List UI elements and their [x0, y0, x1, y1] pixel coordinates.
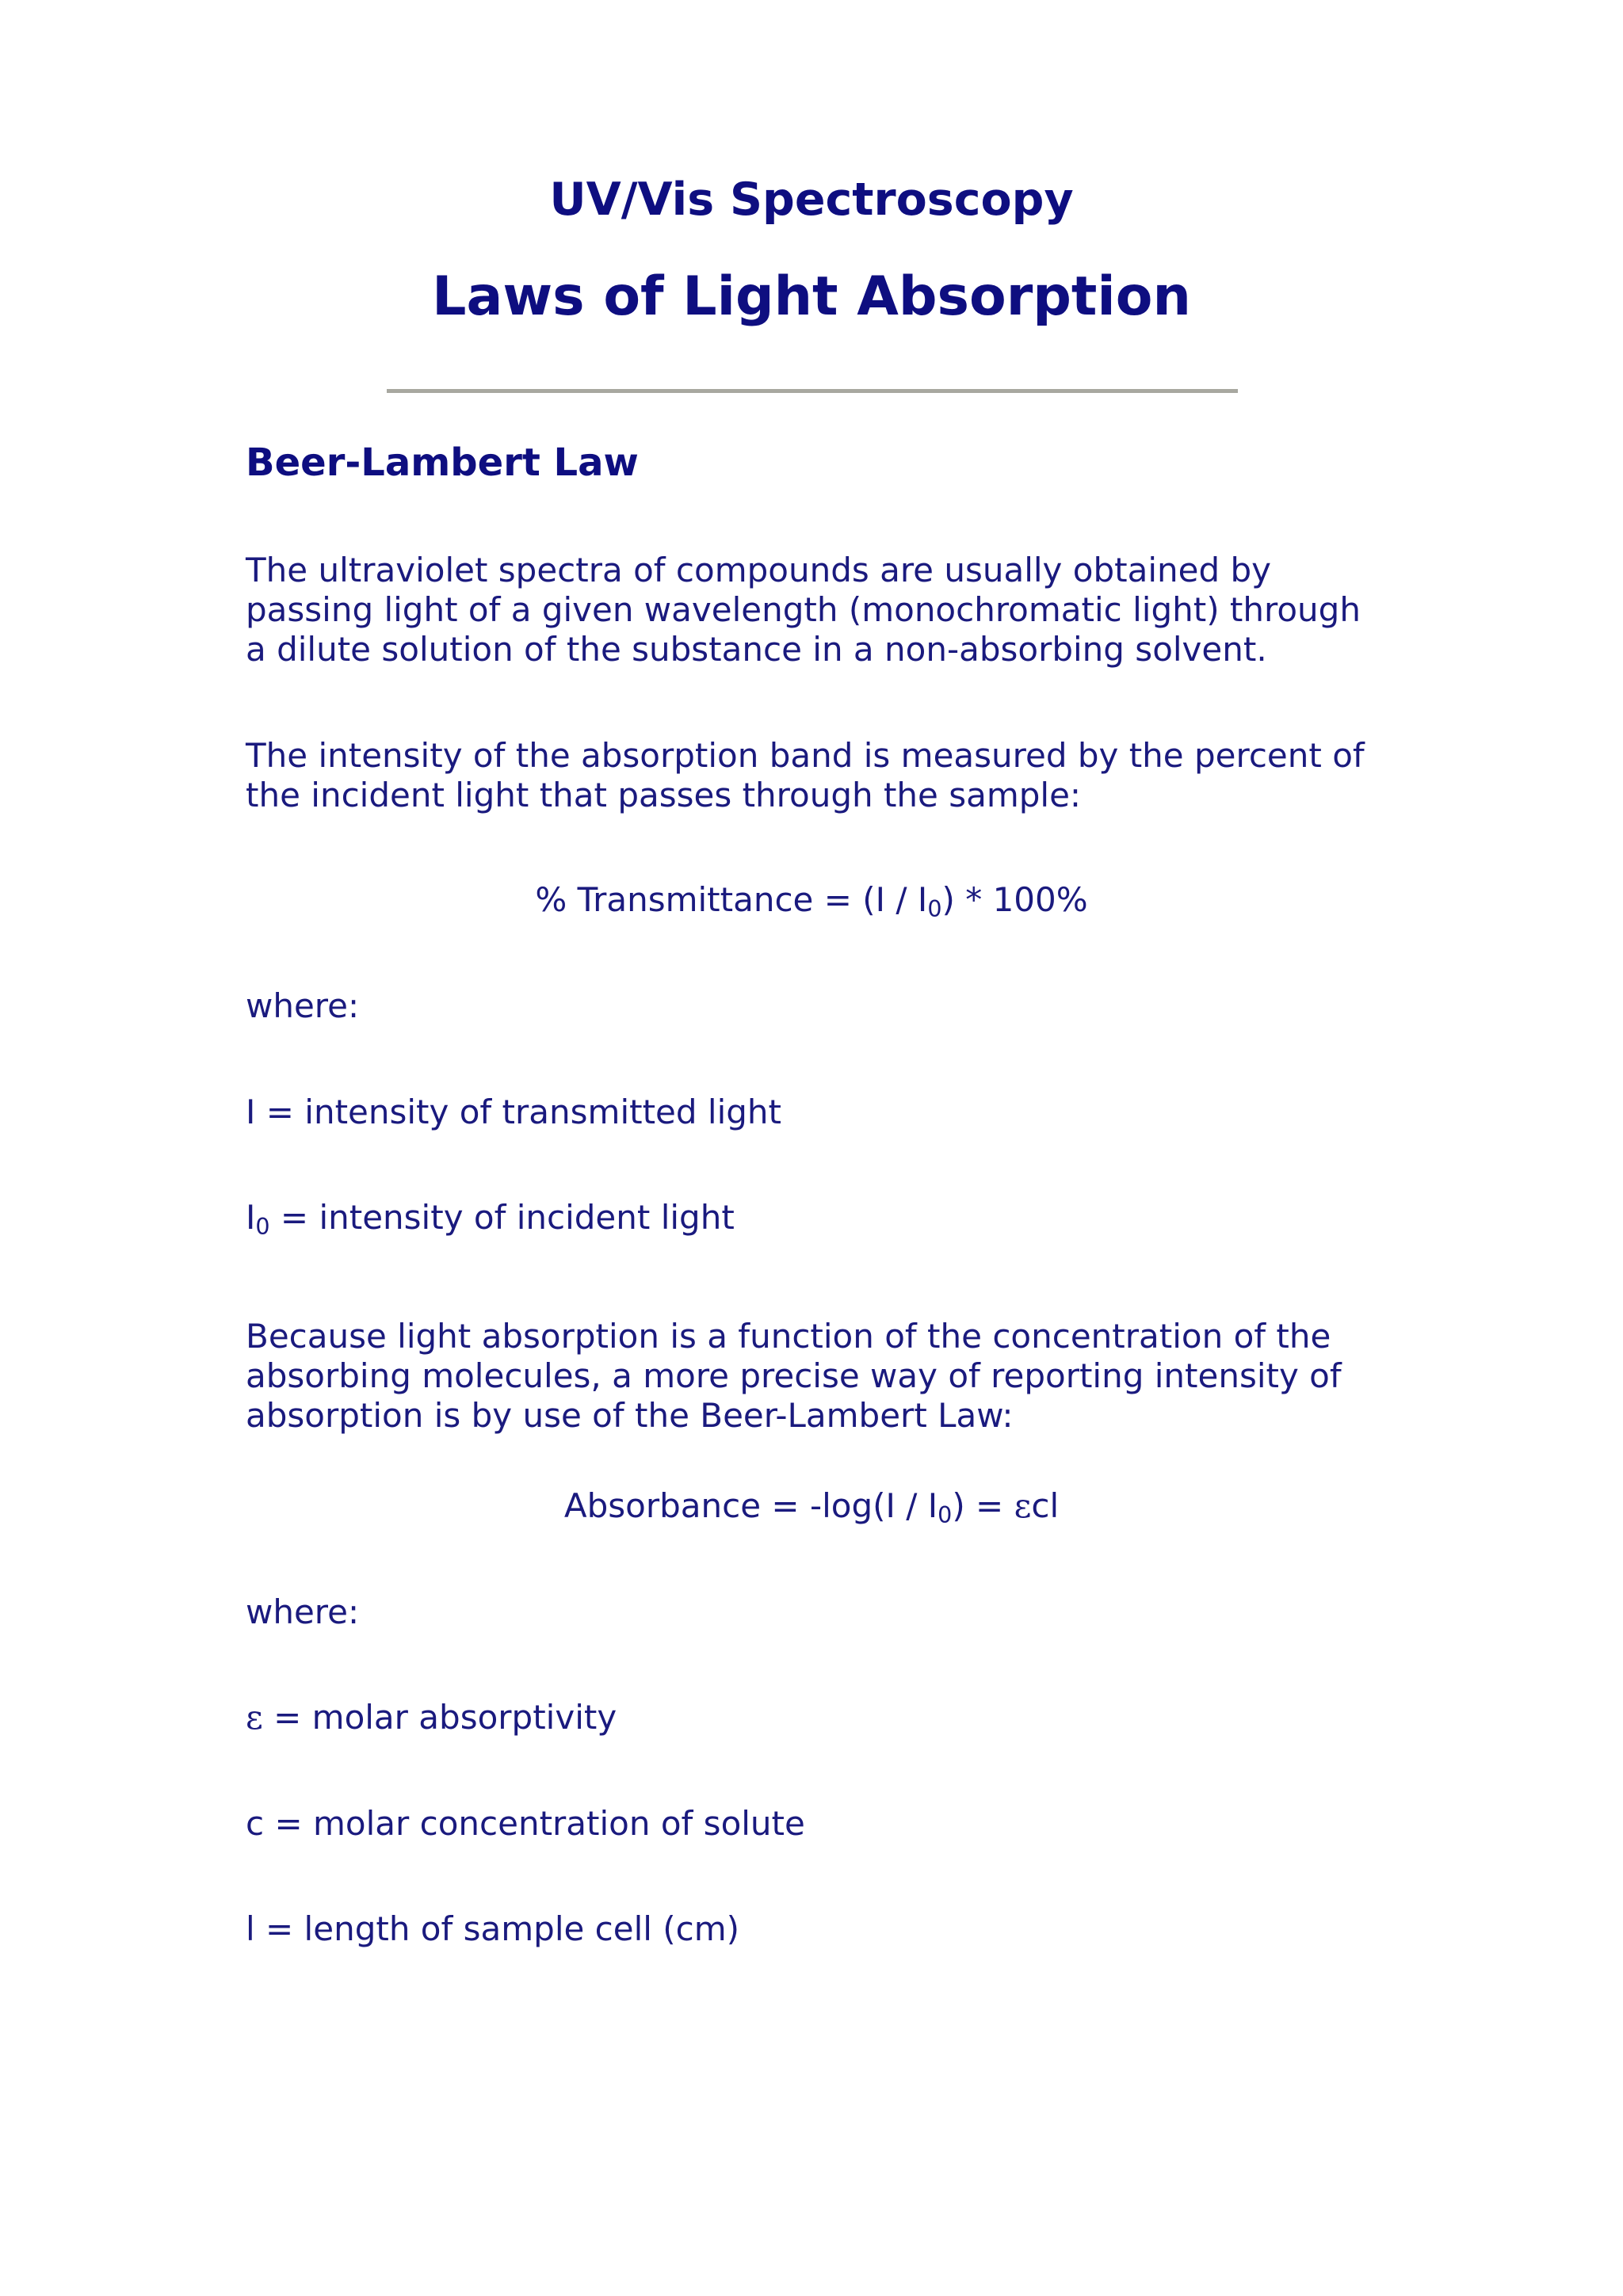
absorbance-equation-tail: cl: [1031, 1486, 1060, 1525]
absorbance-equation: [0, 1486, 1623, 1529]
where-label-2: where:: [246, 1592, 360, 1631]
intro-line-3: a dilute solution of the substance in a non-absorbing solvent.: [246, 630, 1267, 669]
document-title: UV/Vis Spectroscopy: [549, 174, 1074, 226]
definition-incident-light: [246, 1198, 735, 1241]
horizontal-divider: [387, 389, 1238, 393]
document-subtitle: Laws of Light Absorption: [432, 265, 1191, 328]
intensity-paragraph: [246, 736, 1403, 815]
intro-line-1: The ultraviolet spectra of compounds are usually obtained by: [246, 551, 1271, 589]
definition-molar-absorptivity: [246, 1698, 617, 1737]
transmittance-equation-main: % Transmittance = (I / I: [535, 880, 928, 919]
beer-lambert-line-1: Because light absorption is a function of the concentration of the: [246, 1317, 1331, 1356]
intro-line-2: passing light of a given wavelength (monochromatic light) through: [246, 590, 1361, 629]
absorbance-equation-middle: ) =: [952, 1486, 1014, 1525]
section-heading: Beer-Lambert Law: [246, 441, 639, 485]
incident-symbol: I: [246, 1198, 256, 1237]
beer-lambert-line-3: absorption is by use of the Beer-Lambert Law:: [246, 1396, 1014, 1435]
definition-transmitted-light: I = intensity of transmitted light: [246, 1093, 781, 1131]
beer-lambert-line-2: absorbing molecules, a more precise way of reporting intensity of: [246, 1356, 1342, 1395]
beer-lambert-paragraph: [246, 1317, 1403, 1436]
definition-concentration: c = molar concentration of solute: [246, 1804, 805, 1843]
transmittance-equation-end: ) * 100%: [941, 880, 1088, 919]
epsilon-symbol: ε: [246, 1698, 263, 1737]
where-label-1: where:: [246, 986, 360, 1025]
incident-symbol-subscript: 0: [255, 1213, 270, 1241]
incident-definition-text: = intensity of incident light: [269, 1198, 735, 1237]
intensity-line-1: The intensity of the absorption band is measured by the percent of: [246, 736, 1365, 775]
transmittance-equation-subscript: 0: [927, 895, 942, 923]
epsilon-definition-text: = molar absorptivity: [262, 1698, 617, 1737]
absorbance-equation-main: Absorbance = -log(I / I: [563, 1486, 938, 1525]
absorbance-equation-subscript: 0: [938, 1501, 953, 1529]
absorbance-epsilon-symbol: ε: [1014, 1486, 1032, 1525]
transmittance-equation: [0, 880, 1623, 923]
intensity-line-2: the incident light that passes through the sample:: [246, 776, 1082, 814]
definition-path-length: l = length of sample cell (cm): [246, 1909, 740, 1948]
intro-paragraph: [246, 551, 1403, 669]
